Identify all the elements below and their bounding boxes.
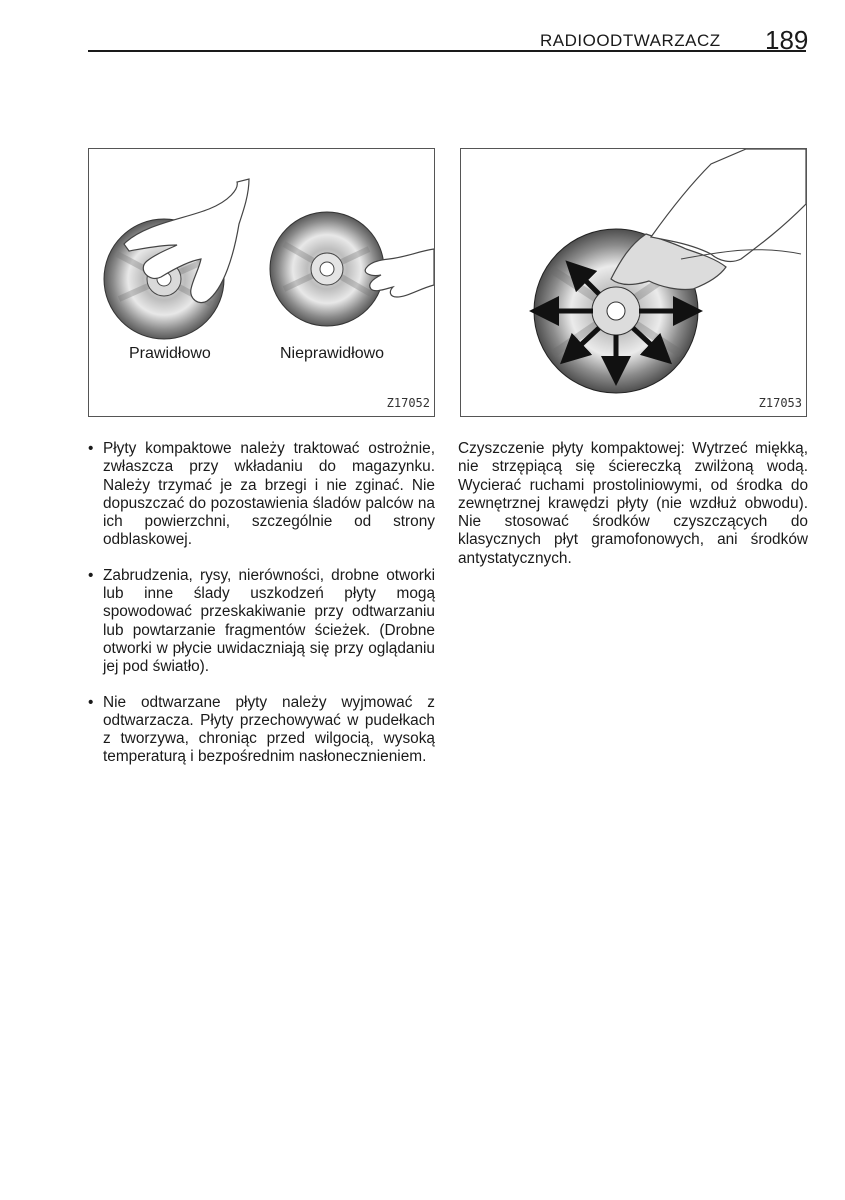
- disc-cleaning-figure: [460, 148, 807, 417]
- figure-code: Z17053: [758, 396, 802, 410]
- list-item: [88, 440, 435, 550]
- section-title: RADIOODTWARZACZ: [540, 31, 721, 50]
- list-item: [88, 567, 435, 677]
- bullet-text: Płyty kompaktowe należy traktować ostrożnie, zwłaszcza przy wkładaniu do magazynku. Należy trzymać je za brzegi i nie zginać. Nie dopuszczać do pozostawienia śladów palców na ich powierzchni, szczególnie od strony odblaskowej.: [103, 440, 435, 549]
- caption-correct: Prawidłowo: [129, 345, 211, 362]
- disc-handling-figure: [88, 148, 435, 417]
- list-item: [88, 694, 435, 767]
- disc-handling-illustration: [89, 149, 434, 416]
- bullet-text: Nie odtwarzane płyty należy wyjmować z odtwarzacza. Płyty przechowywać w pudełkach z tworzywa, chroniąc przed wilgocią, wysoką temperaturą i bezpośrednim nasłonecznieniem.: [103, 693, 435, 766]
- figure-code: Z17052: [386, 396, 430, 410]
- cleaning-instructions: [458, 440, 808, 568]
- bullet-list: [88, 440, 435, 767]
- bullet-icon: •: [88, 693, 94, 711]
- bullet-icon: •: [88, 440, 94, 457]
- page-number: 189: [765, 25, 809, 55]
- bullet-icon: •: [88, 566, 94, 584]
- handling-instructions: [88, 440, 435, 784]
- header-rule: [88, 50, 806, 52]
- caption-incorrect: Nieprawidłowo: [280, 345, 385, 362]
- bullet-text: Zabrudzenia, rysy, nierówności, drobne otworki lub inne ślady uszkodzeń płyty mogą spowodować przeskakiwanie przy odtwarzaniu lub powtarzanie fragmentów ścieżek. (Drobne otworki w płycie uwidaczniają się przy oglądaniu jej pod światło).: [103, 566, 435, 676]
- disc-cleaning-illustration: [461, 149, 806, 416]
- cleaning-paragraph: Czyszczenie płyty kompaktowej: Wytrzeć miękką, nie strzępiącą się ściereczką zwilżoną wodą. Wycierać ruchami prostoliniowymi, od środka do zewnętrznej krawędzi płyty (nie wzdłuż obwodu). Nie stosować środków czyszczących do klasycznych płyt gramofonowych, ani środków antystatycznych.: [458, 440, 808, 567]
